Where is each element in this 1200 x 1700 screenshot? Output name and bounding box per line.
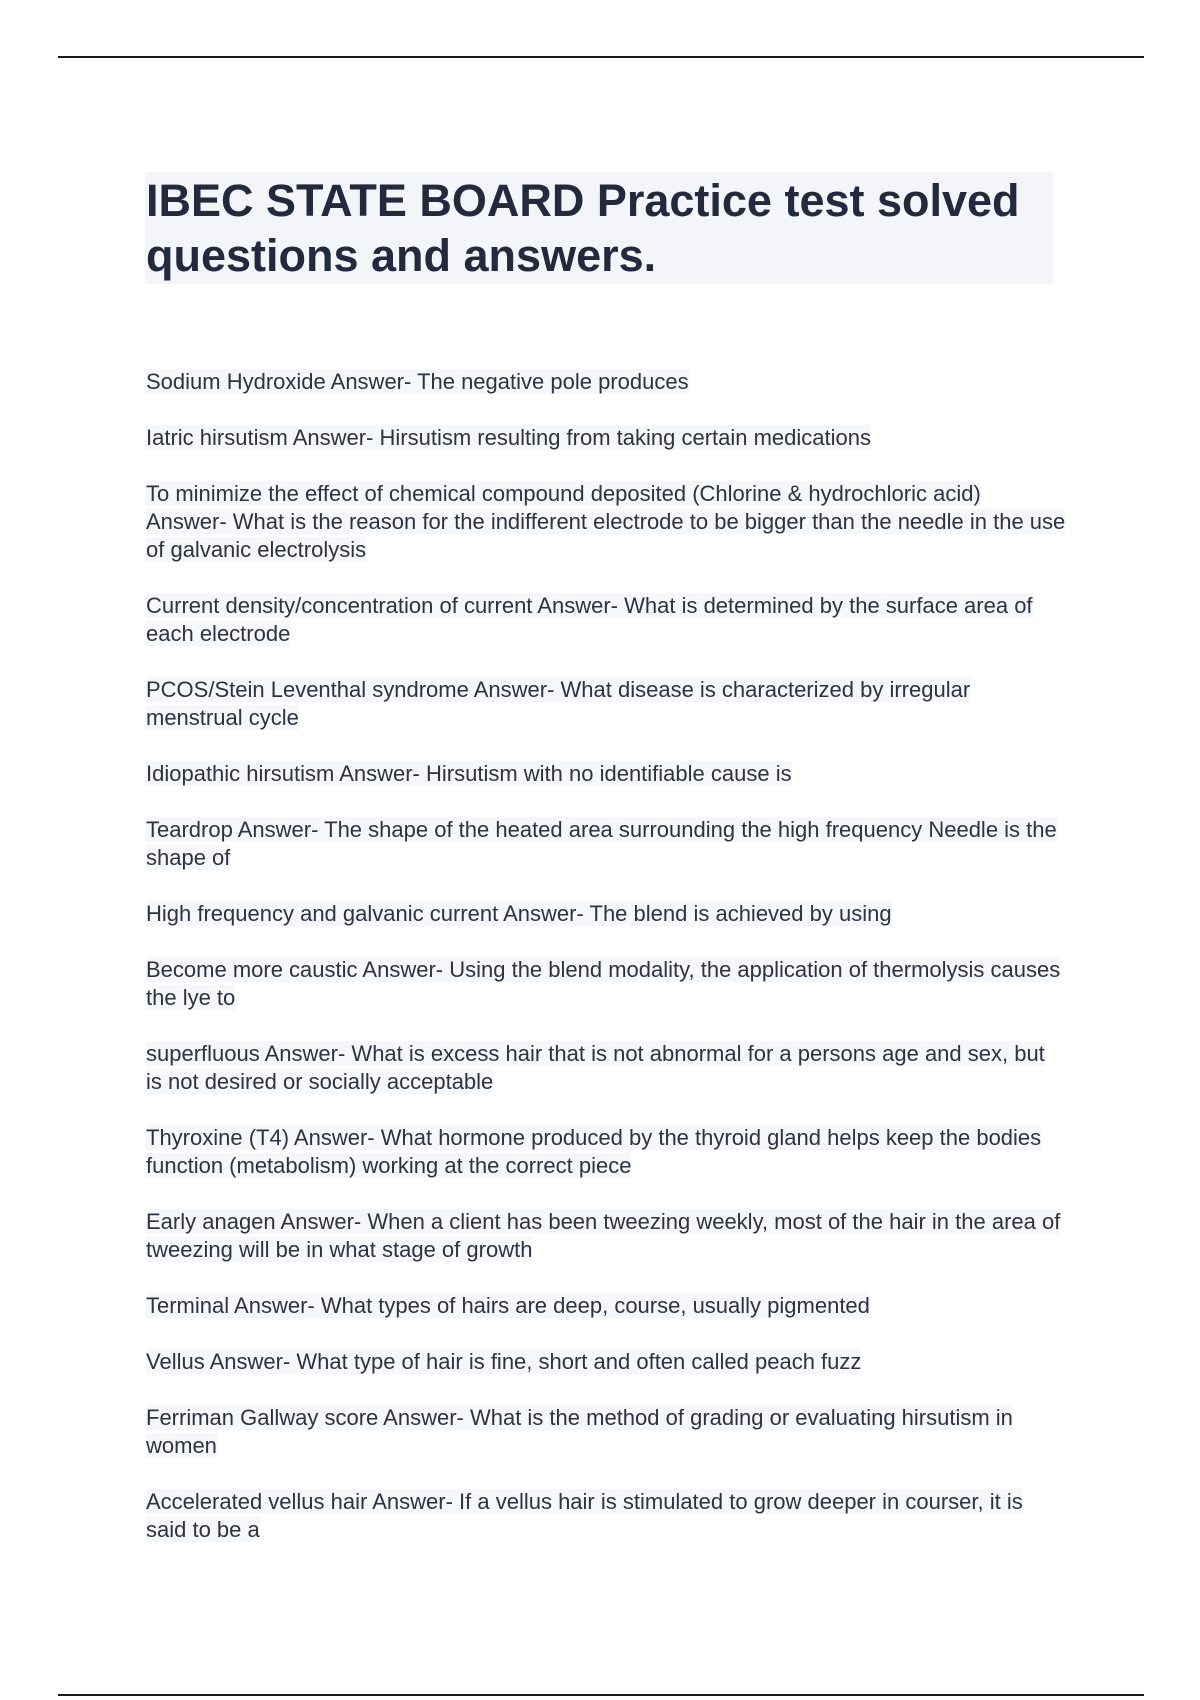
qa-text: Early anagen Answer- When a client has been tweezing weekly, most of the hair in the area of tweezing will be in what stage of growth <box>146 1209 1061 1262</box>
qa-text: Idiopathic hirsutism Answer- Hirsutism with no identifiable cause is <box>146 761 792 786</box>
qa-item <box>146 1124 1066 1180</box>
qa-list <box>146 368 1066 1572</box>
qa-text: To minimize the effect of chemical compound deposited (Chlorine & hydrochloric acid) Answer- What is the reason for the indifferent electrode to be bigger than the needle in the use of galvanic electrolysis <box>146 481 1066 562</box>
qa-text: Iatric hirsutism Answer- Hirsutism resulting from taking certain medications <box>146 425 872 450</box>
qa-item <box>146 816 1066 872</box>
qa-text: superfluous Answer- What is excess hair that is not abnormal for a persons age and sex, but is not desired or socially acceptable <box>146 1041 1045 1094</box>
qa-item <box>146 900 1066 928</box>
qa-item <box>146 592 1066 648</box>
qa-text: Teardrop Answer- The shape of the heated area surrounding the high frequency Needle is the shape of <box>146 817 1057 870</box>
qa-text: Ferriman Gallway score Answer- What is the method of grading or evaluating hirsutism in women <box>146 1405 1013 1458</box>
qa-item <box>146 956 1066 1012</box>
page-title: IBEC STATE BOARD Practice test solved questions and answers. <box>146 175 1020 281</box>
qa-text: Thyroxine (T4) Answer- What hormone produced by the thyroid gland helps keep the bodies function (metabolism) working at the correct piece <box>146 1125 1042 1178</box>
qa-text: Vellus Answer- What type of hair is fine, short and often called peach fuzz <box>146 1349 862 1374</box>
qa-text: Terminal Answer- What types of hairs are deep, course, usually pigmented <box>146 1293 870 1318</box>
bottom-rule <box>58 1694 1144 1696</box>
qa-text: Current density/concentration of current Answer- What is determined by the surface area of each electrode <box>146 593 1033 646</box>
qa-item <box>146 1404 1066 1460</box>
qa-item <box>146 424 1066 452</box>
qa-text: Sodium Hydroxide Answer- The negative pole produces <box>146 369 689 394</box>
qa-item <box>146 480 1066 564</box>
qa-item <box>146 676 1066 732</box>
qa-text: High frequency and galvanic current Answer- The blend is achieved by using <box>146 901 892 926</box>
qa-item <box>146 368 1066 396</box>
qa-text: PCOS/Stein Leventhal syndrome Answer- What disease is characterized by irregular menstrual cycle <box>146 677 971 730</box>
qa-item <box>146 1292 1066 1320</box>
qa-item <box>146 1488 1066 1544</box>
qa-item <box>146 1348 1066 1376</box>
qa-item <box>146 1040 1066 1096</box>
qa-item <box>146 760 1066 788</box>
qa-text: Accelerated vellus hair Answer- If a vellus hair is stimulated to grow deeper in courser, it is said to be a <box>146 1489 1023 1542</box>
qa-text: Become more caustic Answer- Using the blend modality, the application of thermolysis causes the lye to <box>146 957 1061 1010</box>
top-rule <box>58 56 1144 58</box>
qa-item <box>146 1208 1066 1264</box>
